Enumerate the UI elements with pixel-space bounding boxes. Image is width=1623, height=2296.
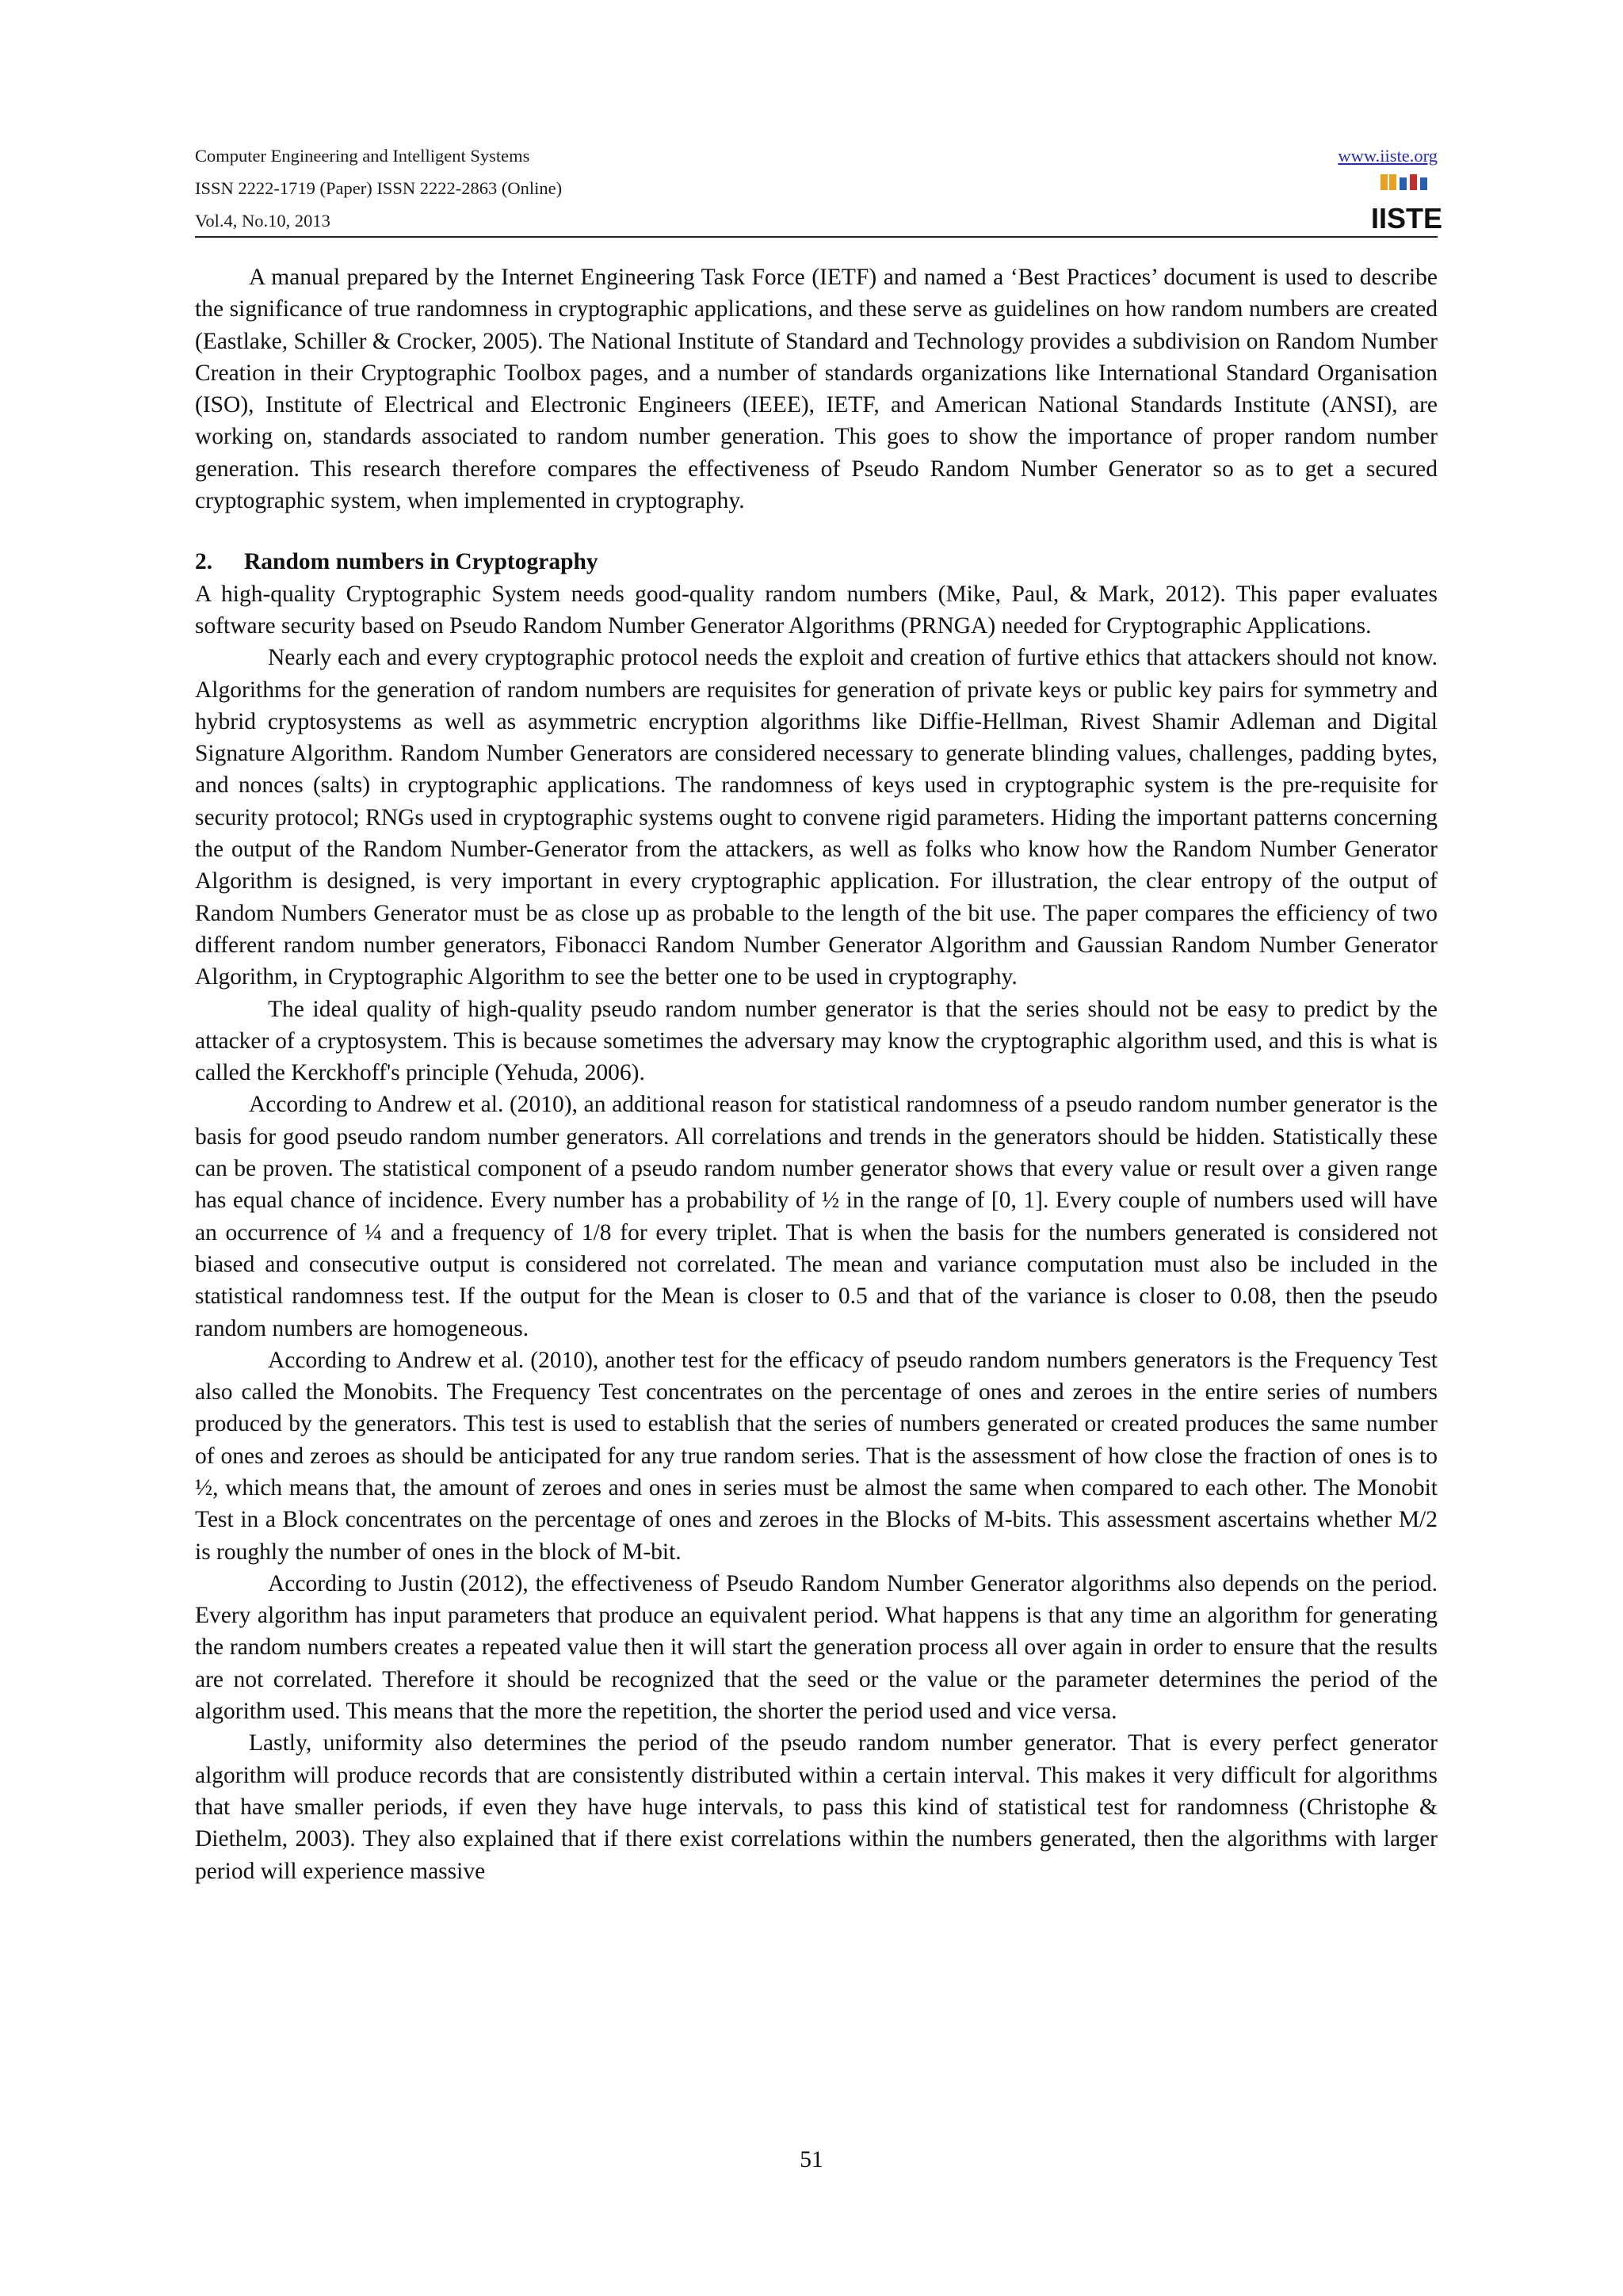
section-title: Random numbers in Cryptography [244, 549, 598, 575]
body-paragraph: Lastly, uniformity also determines the period of the pseudo random number generator. That is every perfect generator algorithm will produce records that are consistently distributed within a certain interval. This makes it very difficult for algorithms that have smaller periods, if even they have huge intervals, to pass this kind of statistical test for randomness (Christophe & Diethelm, 2003). They also explained that if there exist correlations within the numbers generated, then the algorithms with larger period will experience massive [195, 1730, 1438, 1884]
journal-title: Computer Engineering and Intelligent Systems [195, 146, 530, 166]
body-paragraph: The ideal quality of high-quality pseudo random number generator is that the series should not be easy to predict by the attacker of a cryptosystem. This is because sometimes the adversary may know the cryptographic algorithm used, and this is what is called the Kerckhoff's principle (Yehuda, 2006). [195, 996, 1438, 1086]
journal-url-link[interactable]: www.iiste.org [1338, 146, 1438, 166]
intro-paragraph: A manual prepared by the Internet Engineering Task Force (IETF) and named a ‘Best Practices’ document is used to describe the significance of true randomness in cryptographic applications, and these serve as guidelines on how random numbers are created (Eastlake, Schiller & Crocker, 2005). The National Institute of Standard and Technology provides a subdivision on Random Number Creation in their Cryptographic Toolbox pages, and a number of standards organizations like International Standard Organisation (ISO), Institute of Electrical and Electronic Engineers (IEEE), IETF, and American National Standards Institute (ANSI), are working on, standards associated to random number generation. This goes to show the importance of proper random number generation. This research therefore compares the effectiveness of Pseudo Random Number Generator so as to get a secured cryptographic system, when implemented in cryptography. [195, 265, 1438, 514]
page-number: 51 [800, 2147, 823, 2172]
body-paragraph: A high-quality Cryptographic System needs good-quality random numbers (Mike, Paul, & Mark, 2012). This paper evaluates software security based on Pseudo Random Number Generator Algorithms (PRNGA) needed for Cryptographic Applications. [195, 581, 1438, 639]
iiste-logo-icon [1370, 173, 1443, 235]
body-paragraph: According to Justin (2012), the effectiveness of Pseudo Random Number Generator algorithms also depends on the period. Every algorithm has input parameters that produce an equivalent period. What happens is that any time an algorithm for generating the random numbers creates a repeated value then it will start the generation process all over again in order to ensure that the results are not correlated. Therefore it should be recognized that the seed or the value or the parameter determines the period of the algorithm used. This means that the more the repetition, the shorter the period used and vice versa. [195, 1570, 1438, 1725]
section-number: 2. [195, 549, 213, 575]
body-paragraph: According to Andrew et al. (2010), an additional reason for statistical randomness of a pseudo random number generator is the basis for good pseudo random number generators. All correlations and trends in the generators should be hidden. Statistically these can be proven. The statistical component of a pseudo random number generator shows that every value or result over a given range has equal chance of incidence. Every number has a probability of ½ in the range of [0, 1]. Every couple of numbers used will have an occurrence of ¼ and a frequency of 1/8 for every triplet. That is when the basis for the numbers generated is considered not biased and consecutive output is considered not correlated. The mean and variance computation must also be included in the statistical randomness test. If the output for the Mean is closer to 0.5 and that of the variance is closer to 0.08, then the pseudo random numbers are homogeneous. [195, 1092, 1438, 1341]
journal-volume: Vol.4, No.10, 2013 [195, 211, 330, 231]
section-heading [195, 546, 1438, 578]
svg-text:IISTE: IISTE [1370, 202, 1443, 235]
header-divider [195, 236, 1438, 238]
journal-issn: ISSN 2222-1719 (Paper) ISSN 2222-2863 (Online) [195, 178, 563, 198]
body-paragraph: According to Andrew et al. (2010), another test for the efficacy of pseudo random numbers generators is the Frequency Test also called the Monobits. The Frequency Test concentrates on the percentage of ones and zeroes in the entire series of numbers produced by the generators. This test is used to establish that the series of numbers generated or created produces the same number of ones and zeroes as should be anticipated for any true random series. That is the assessment of how close the fraction of ones is to ½, which means that, the amount of zeroes and ones in series must be almost the same when compared to each other. The Monobit Test in a Block concentrates on the percentage of ones and zeroes in the Blocks of M-bits. This assessment ascertains whether M/2 is roughly the number of ones in the block of M-bit. [195, 1347, 1438, 1565]
article-body [195, 261, 1438, 1887]
body-paragraph: Nearly each and every cryptographic protocol needs the exploit and creation of furtive ethics that attackers should not know. Algorithms for the generation of random numbers are requisites for generation of private keys or public key pairs for symmetry and hybrid cryptosystems as well as asymmetric encryption algorithms like Diffie-Hellman, Rivest Shamir Adleman and Digital Signature Algorithm. Random Number Generators are considered necessary to generate blinding values, challenges, padding bytes, and nonces (salts) in cryptographic applications. The randomness of keys used in cryptographic system is the pre-requisite for security protocol; RNGs used in cryptographic systems ought to convene rigid parameters. Hiding the important patterns concerning the output of the Random Number-Generator from the attackers, as well as folks who know how the Random Number Generator Algorithm is designed, is very important in every cryptographic application. For illustration, the clear entropy of the output of Random Numbers Generator must be as close up as probable to the length of the bit use. The paper compares the efficiency of two different random number generators, Fibonacci Random Number Generator Algorithm and Gaussian Random Number Generator Algorithm, in Cryptographic Algorithm to see the better one to be used in cryptography. [195, 645, 1438, 990]
page-header [195, 139, 1443, 235]
